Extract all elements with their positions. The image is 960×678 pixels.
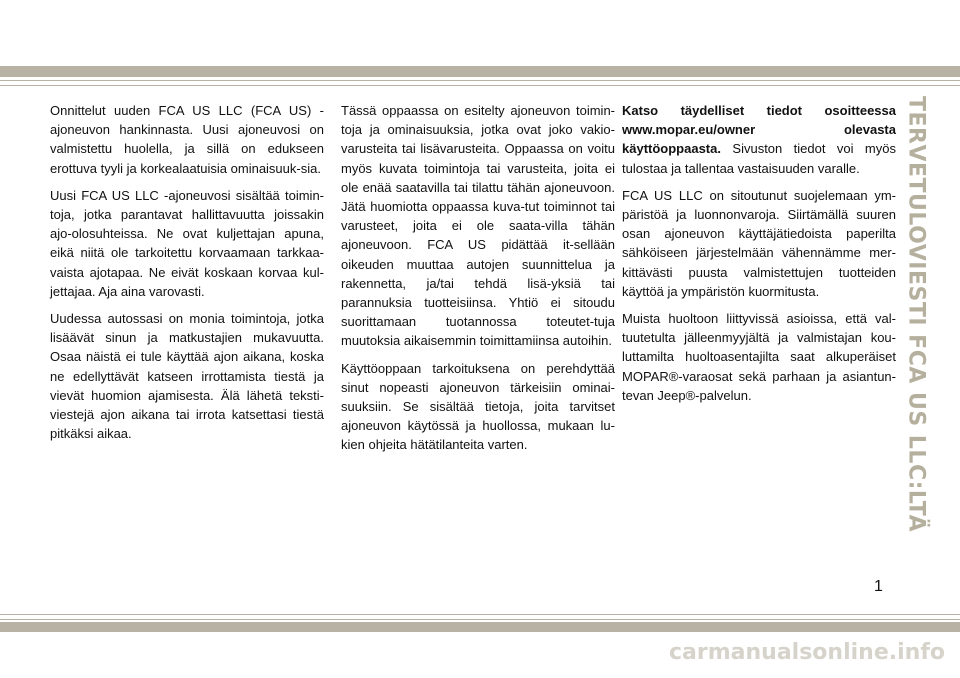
footer-bar	[0, 622, 960, 632]
header-stripes	[0, 80, 960, 86]
paragraph: Uusi FCA US LLC -ajoneuvosi sisältää toimin-toja, jotka parantavat hallittavuutta joissakin ajo-olosuhteissa. Ne ovat kuljettajan apuna, eikä niitä ole tarkoitettu korvaamaan tarkkaa-vaista ajotapaa. Ne eivät koskaan korvaa kul-jettajaa. Aja aina varovasti.	[50, 187, 324, 299]
column-1	[50, 101, 324, 451]
column-2	[341, 101, 615, 463]
paragraph: Muista huoltoon liittyvissä asioissa, että val-tuutetulta jälleenmyyjältä ja valmistajan kou-luttamilta huoltoasentajilta saat alkuperäiset MOPAR®-varaosat sekä parhaan ja asiantun-tevan Jeep®-palvelun.	[622, 311, 896, 403]
top-margin	[0, 0, 960, 66]
section-title	[896, 96, 936, 533]
paragraph: Uudessa autossasi on monia toimintoja, jotka lisäävät sinun ja matkustajien mukavuutta. Osaa näistä ei tule käyttää ajon aikana, koska ne edellyttävät katseen irrottamista tiestä ja vievät huomion ajamisesta. Älä lähetä teksti-viestejä ajon aikana tai irrota katsettasi tiestä pitkäksi aikaa.	[50, 311, 324, 442]
paragraph: Onnittelut uuden FCA US LLC (FCA US) -ajoneuvon hankinnasta. Uusi ajoneuvosi on valmistettu huolella, ja sillä on edukseen erottuva tyyli ja korkealaatuisia ominaisuuk-sia.	[50, 103, 324, 176]
paragraph	[622, 101, 896, 178]
section-title-text: TERVETULOVIESTI FCA US LLC:LTÄ	[903, 96, 929, 533]
paragraph: FCA US LLC on sitoutunut suojelemaan ym-päristöä ja luonnonvaroja. Siirtämällä suuren osan ajoneuvon käyttäjätiedoista paperilta sähköiseen järjestelmään vähennämme mer-kittävästi puusta valmistettujen tuotteiden käyttöä ja ympäristön kuormitusta.	[622, 187, 896, 299]
footer-stripes	[0, 614, 960, 620]
column-3	[622, 101, 896, 413]
bold-lead: Katso täydelliset tiedot osoitteessa www.mopar.eu/owner olevasta käyttöoppaasta.	[622, 103, 896, 157]
paragraph-text: Sivuston tiedot voi myös tulostaa ja tallentaa vastaisuuden varalle.	[622, 141, 896, 176]
header-bar	[0, 66, 960, 77]
paragraph: Tässä oppaassa on esitelty ajoneuvon toimin-toja ja ominaisuuksia, jotka ovat joko vakio-varusteita tai lisävarusteita. Oppaassa on voitu myös kuvata toimintoja tai varusteita, joita ei ole enää saatavilla tai tilattu tähän ajoneuvoon. Jätä huomiotta oppaassa kuva-tut toiminnot tai varusteet, joita ei ole saata-villa tähän ajoneuvoon. FCA US pidättää it-sellään oikeuden muuttaa autojen suunnittelua ja rakennetta, ja/tai tehdä lisä-yksiä tai parannuksia tuotteisiinsa. Yhtiö ei sitoudu suorittamaan tuotannossa toteutet-tuja muutoksia aikaisemmin toimittamiinsa autoihin.	[341, 103, 615, 349]
page-number: 1	[874, 578, 883, 595]
paragraph: Käyttöoppaan tarkoituksena on perehdyttää sinut nopeasti ajoneuvon tärkeisiin ominai-suuksiin. Se sisältää tietoja, joita tarvitset ajoneuvon käytössä ja huollossa, mukaan lu-kien ohjeita hätätilanteita varten.	[341, 360, 615, 453]
watermark: carmanualsonline.info	[669, 640, 945, 665]
